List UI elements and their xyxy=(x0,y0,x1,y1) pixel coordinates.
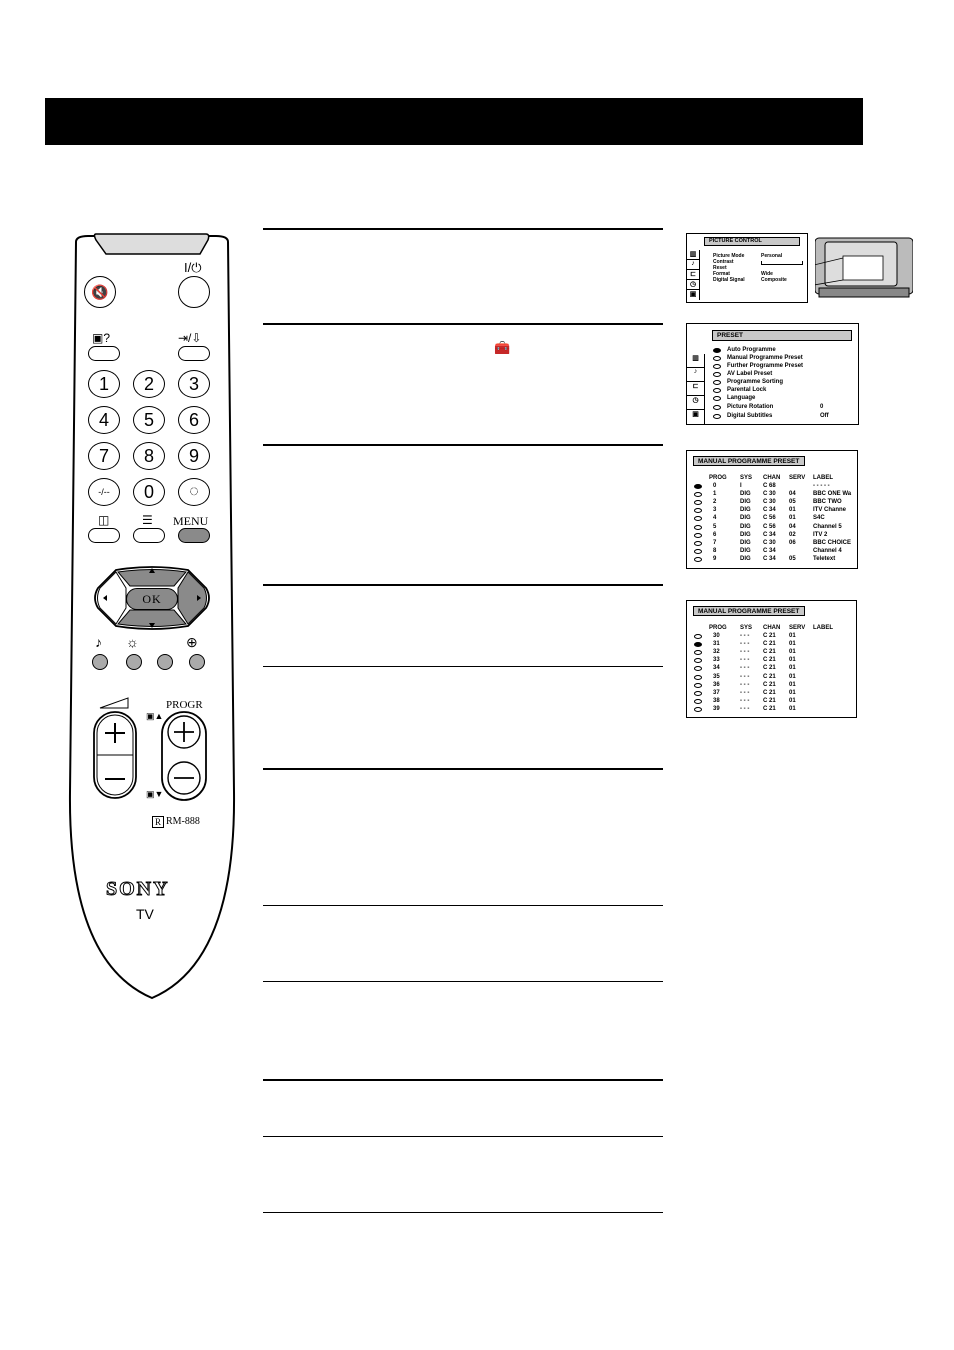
menu-label: MENU xyxy=(173,514,209,528)
column-header: SYS xyxy=(740,625,753,631)
table-cell: - - - xyxy=(740,689,750,696)
manual-preset-screen-1 xyxy=(686,450,858,569)
table-cell: 32 xyxy=(713,649,720,656)
screen-title: MANUAL PROGRAMME PRESET xyxy=(693,456,805,466)
tv-set-illustration xyxy=(815,236,913,299)
table-cell: C 30 xyxy=(763,499,776,506)
jump-button[interactable] xyxy=(178,478,210,506)
step-divider xyxy=(263,1079,663,1081)
table-cell: DIG xyxy=(740,547,751,554)
step-divider xyxy=(263,444,663,446)
table-cell: - - - xyxy=(740,657,750,664)
table-cell: C 34 xyxy=(763,555,776,562)
table-cell: 4 xyxy=(713,515,717,522)
double-digit-button[interactable]: -/-- xyxy=(88,478,120,506)
info-icon: ▣? xyxy=(92,331,111,345)
radio-marker xyxy=(713,380,721,385)
teletext-down-icon: ▣▼ xyxy=(146,789,164,799)
table-cell: - - - xyxy=(740,665,750,672)
table-cell: C 21 xyxy=(763,689,776,696)
radio-marker xyxy=(694,650,702,655)
tv-mode-icon: ◫ xyxy=(98,513,110,527)
menu-row-label: Language xyxy=(727,395,756,401)
radio-marker xyxy=(694,516,702,521)
digit-0-button[interactable]: 0 xyxy=(133,478,165,506)
column-header: PROG xyxy=(709,475,727,481)
preset-icon: 🧰 xyxy=(494,340,511,355)
table-cell: 01 xyxy=(789,705,796,712)
menu-row-label: Contrast xyxy=(713,259,734,265)
table-cell: C 34 xyxy=(763,507,776,514)
radio-marker xyxy=(694,658,702,663)
timer-menu-icon: ◷ xyxy=(687,280,699,290)
step-divider xyxy=(263,666,663,667)
preset-menu-icon: ▣ xyxy=(692,411,699,418)
table-cell: 36 xyxy=(713,681,720,688)
input-select-icon: ⇥/⇩ xyxy=(178,331,202,345)
brand-logo: SONY xyxy=(106,878,170,900)
table-cell: C 21 xyxy=(763,681,776,688)
step-divider xyxy=(263,584,663,586)
menu-row-label: Picture Rotation xyxy=(727,404,774,410)
menu-row-label: Picture Mode xyxy=(713,253,745,259)
table-cell: 05 xyxy=(789,499,796,506)
table-cell: 30 xyxy=(713,633,720,639)
table-cell: C 56 xyxy=(763,515,776,522)
column-header: CHAN xyxy=(763,475,781,481)
sound-icon: ♪ xyxy=(95,634,102,650)
table-cell: 04 xyxy=(789,491,796,498)
radio-marker xyxy=(713,356,721,361)
radio-marker xyxy=(713,396,721,401)
table-cell: BBC TWO xyxy=(813,499,842,506)
radio-marker xyxy=(694,683,702,688)
digit-7-button[interactable]: 7 xyxy=(88,442,120,470)
menu-row-value: Wide xyxy=(761,271,773,277)
column-header: SERV xyxy=(789,475,806,481)
table-cell: BBC ONE Wa xyxy=(813,491,852,498)
mute-icon: 🔇 xyxy=(91,283,109,300)
table-cell: C 34 xyxy=(763,531,776,538)
table-cell: 33 xyxy=(713,657,720,664)
menu-row-label: Programme Sorting xyxy=(727,379,784,385)
menu-side-icons xyxy=(687,250,700,300)
table-cell: C 21 xyxy=(763,673,776,680)
teletext-button[interactable] xyxy=(133,528,165,543)
radio-marker xyxy=(694,642,702,647)
menu-row-value: 0 xyxy=(820,404,824,410)
table-cell: 1 xyxy=(713,491,717,498)
table-cell: 01 xyxy=(789,649,796,656)
table-cell: C 21 xyxy=(763,705,776,712)
table-cell: - - - xyxy=(740,641,750,648)
table-cell: DIG xyxy=(740,491,751,498)
radio-marker xyxy=(713,405,721,410)
table-cell: DIG xyxy=(740,523,751,530)
table-cell: 02 xyxy=(789,531,796,538)
table-cell: 01 xyxy=(789,507,796,514)
screen-menu-icon: ⊏ xyxy=(687,270,699,280)
table-cell: - - - xyxy=(740,697,750,704)
radio-marker xyxy=(713,388,721,393)
menu-row-label: Further Programme Preset xyxy=(727,363,804,369)
table-cell: 01 xyxy=(789,515,796,522)
digit-5-button[interactable]: 5 xyxy=(133,406,165,434)
table-cell: C 21 xyxy=(763,641,776,648)
table-cell: C 56 xyxy=(763,523,776,530)
radio-marker xyxy=(694,549,702,554)
radio-marker xyxy=(713,364,721,369)
table-cell: C 68 xyxy=(763,483,776,489)
table-cell: 06 xyxy=(789,539,796,546)
column-header: LABEL xyxy=(813,625,833,631)
info-button[interactable] xyxy=(88,346,120,361)
radio-marker xyxy=(694,707,702,712)
manual-preset-screen-2 xyxy=(686,600,857,718)
menu-row-label: Parental Lock xyxy=(727,387,767,393)
column-header: LABEL xyxy=(813,475,833,481)
radio-marker xyxy=(694,666,702,671)
column-header: SYS xyxy=(740,475,753,481)
table-cell: S4C xyxy=(813,515,825,522)
menu-row-label: Reset xyxy=(713,265,727,271)
table-cell: C 30 xyxy=(763,491,776,498)
table-cell: 5 xyxy=(713,523,717,530)
table-cell: C 21 xyxy=(763,649,776,656)
radio-marker xyxy=(694,484,702,489)
tv-label: TV xyxy=(136,906,154,922)
programme-plus-button[interactable] xyxy=(168,716,200,748)
table-cell: 04 xyxy=(789,523,796,530)
table-cell: 31 xyxy=(713,641,720,648)
digit-1-button[interactable]: 1 xyxy=(88,370,120,398)
table-cell: 7 xyxy=(713,539,717,546)
table-cell: C 34 xyxy=(763,547,776,554)
table-cell: 01 xyxy=(789,673,796,680)
radio-marker xyxy=(694,492,702,497)
step-divider xyxy=(263,323,663,325)
digit-4-button[interactable]: 4 xyxy=(88,406,120,434)
table-cell: ITV Channe xyxy=(813,507,847,514)
red-button[interactable] xyxy=(92,654,108,670)
screen-title: PRESET xyxy=(712,330,852,341)
table-cell: - - - xyxy=(740,633,750,639)
table-cell: 2 xyxy=(713,499,717,506)
table-cell: 05 xyxy=(789,555,796,562)
model-label: RM-888 xyxy=(166,816,200,827)
table-cell: 01 xyxy=(789,657,796,664)
tv-mode-button[interactable] xyxy=(88,528,120,543)
table-cell: ITV 2 xyxy=(813,531,828,538)
timer-menu-icon: ◷ xyxy=(687,396,704,410)
yellow-button[interactable] xyxy=(157,654,173,670)
mute-button[interactable] xyxy=(84,276,116,308)
menu-row-value: Personal xyxy=(761,253,783,259)
radio-marker xyxy=(694,541,702,546)
teletext-icon: ☰ xyxy=(142,513,153,527)
preset-menu-icon: ▣ xyxy=(689,291,697,298)
radio-marker xyxy=(694,675,702,680)
table-cell: C 21 xyxy=(763,665,776,672)
radio-marker xyxy=(694,557,702,562)
volume-plus-button[interactable] xyxy=(94,712,136,755)
sound-menu-icon: ♪ xyxy=(687,368,704,382)
table-cell: 8 xyxy=(713,547,717,554)
screen-title: PICTURE CONTROL xyxy=(704,237,800,246)
table-cell: 01 xyxy=(789,665,796,672)
picture-menu-icon: ▥ xyxy=(687,250,699,260)
table-cell: 01 xyxy=(789,681,796,688)
table-cell: I xyxy=(740,483,742,489)
table-cell: DIG xyxy=(740,515,751,522)
menu-side-icons xyxy=(687,354,705,424)
menu-button[interactable] xyxy=(178,528,210,543)
table-cell: DIG xyxy=(740,555,751,562)
digit-6-button[interactable]: 6 xyxy=(178,406,210,434)
table-cell: 9 xyxy=(713,555,717,562)
table-cell: - - - - - xyxy=(813,483,830,489)
step-divider xyxy=(263,1212,663,1213)
sound-menu-icon: ♪ xyxy=(687,260,699,270)
radio-marker xyxy=(694,699,702,704)
menu-row-value: Off xyxy=(820,413,829,419)
digit-3-button[interactable]: 3 xyxy=(178,370,210,398)
table-cell: 3 xyxy=(713,507,717,514)
table-cell: - - - xyxy=(740,705,750,712)
digit-2-button[interactable]: 2 xyxy=(133,370,165,398)
table-cell: BBC CHOICE xyxy=(813,539,852,546)
power-button[interactable] xyxy=(178,276,210,308)
column-header: PROG xyxy=(709,625,727,631)
picture-icon: ☼ xyxy=(126,634,139,650)
menu-row-label: Auto Programme xyxy=(727,347,776,353)
menu-row-label: Digital Signal xyxy=(713,277,745,283)
table-cell: 6 xyxy=(713,531,717,538)
picture-control-screen xyxy=(686,233,808,303)
column-header: CHAN xyxy=(763,625,781,631)
progr-label: PROGR xyxy=(166,699,203,711)
radio-marker xyxy=(694,525,702,530)
screen-icon: ⊕ xyxy=(186,634,198,650)
volume-minus-button[interactable] xyxy=(94,755,136,798)
table-cell: C 21 xyxy=(763,657,776,664)
table-cell: Channel 4 xyxy=(813,547,842,554)
radio-marker xyxy=(694,533,702,538)
table-cell: - - - xyxy=(740,673,750,680)
menu-row-label: Digital Subtitles xyxy=(727,413,773,419)
table-cell: 34 xyxy=(713,665,720,672)
step-divider xyxy=(263,768,663,770)
table-cell: DIG xyxy=(740,507,751,514)
radio-marker xyxy=(694,500,702,505)
blue-button[interactable] xyxy=(189,654,205,670)
screen-title: MANUAL PROGRAMME PRESET xyxy=(693,606,805,616)
contrast-slider xyxy=(761,261,803,265)
step-divider xyxy=(263,905,663,906)
radio-marker xyxy=(713,414,721,419)
menu-row-label: Manual Programme Preset xyxy=(727,355,803,361)
column-header: SERV xyxy=(789,625,806,631)
table-cell: DIG xyxy=(740,539,751,546)
table-cell: 01 xyxy=(789,633,796,639)
menu-row-value: Composite xyxy=(761,277,787,283)
radio-marker xyxy=(713,372,721,377)
step-divider xyxy=(263,228,663,230)
jump-icon: ◌ xyxy=(189,483,199,500)
table-cell: 35 xyxy=(713,673,720,680)
teletext-up-icon: ▣▲ xyxy=(146,711,164,721)
preset-screen xyxy=(686,323,859,425)
menu-row-label: Format xyxy=(713,271,730,277)
menu-row-label: AV Label Preset xyxy=(727,371,773,377)
remote-control xyxy=(68,232,236,1002)
table-cell: DIG xyxy=(740,531,751,538)
input-select-button[interactable] xyxy=(178,346,210,361)
radio-marker xyxy=(694,691,702,696)
picture-menu-icon: ▥ xyxy=(687,354,704,368)
table-cell: DIG xyxy=(740,499,751,506)
programme-minus-button[interactable] xyxy=(168,762,200,794)
power-icon: I/⏻ xyxy=(184,260,202,275)
radio-marker xyxy=(694,634,702,639)
ok-button[interactable]: OK xyxy=(126,588,178,610)
table-cell: 38 xyxy=(713,697,720,704)
step-divider xyxy=(263,1136,663,1137)
table-cell: 39 xyxy=(713,705,720,712)
table-cell: C 21 xyxy=(763,633,776,639)
table-cell: 01 xyxy=(789,697,796,704)
model-badge: R xyxy=(152,816,164,828)
section-header-bar xyxy=(45,98,863,145)
digit-9-button[interactable]: 9 xyxy=(178,442,210,470)
table-cell: - - - xyxy=(740,649,750,656)
table-cell: Teletext xyxy=(813,555,836,562)
table-cell: 37 xyxy=(713,689,720,696)
green-button[interactable] xyxy=(126,654,142,670)
table-cell: - - - xyxy=(740,681,750,688)
table-cell: 01 xyxy=(789,689,796,696)
table-cell: C 30 xyxy=(763,539,776,546)
table-cell: C 21 xyxy=(763,697,776,704)
radio-marker xyxy=(694,508,702,513)
step-divider xyxy=(263,981,663,982)
table-cell: Channel 5 xyxy=(813,523,842,530)
table-cell: 01 xyxy=(789,641,796,648)
radio-marker xyxy=(713,348,721,353)
screen-menu-icon: ⊏ xyxy=(687,382,704,396)
table-cell: 0 xyxy=(713,483,717,489)
digit-8-button[interactable]: 8 xyxy=(133,442,165,470)
